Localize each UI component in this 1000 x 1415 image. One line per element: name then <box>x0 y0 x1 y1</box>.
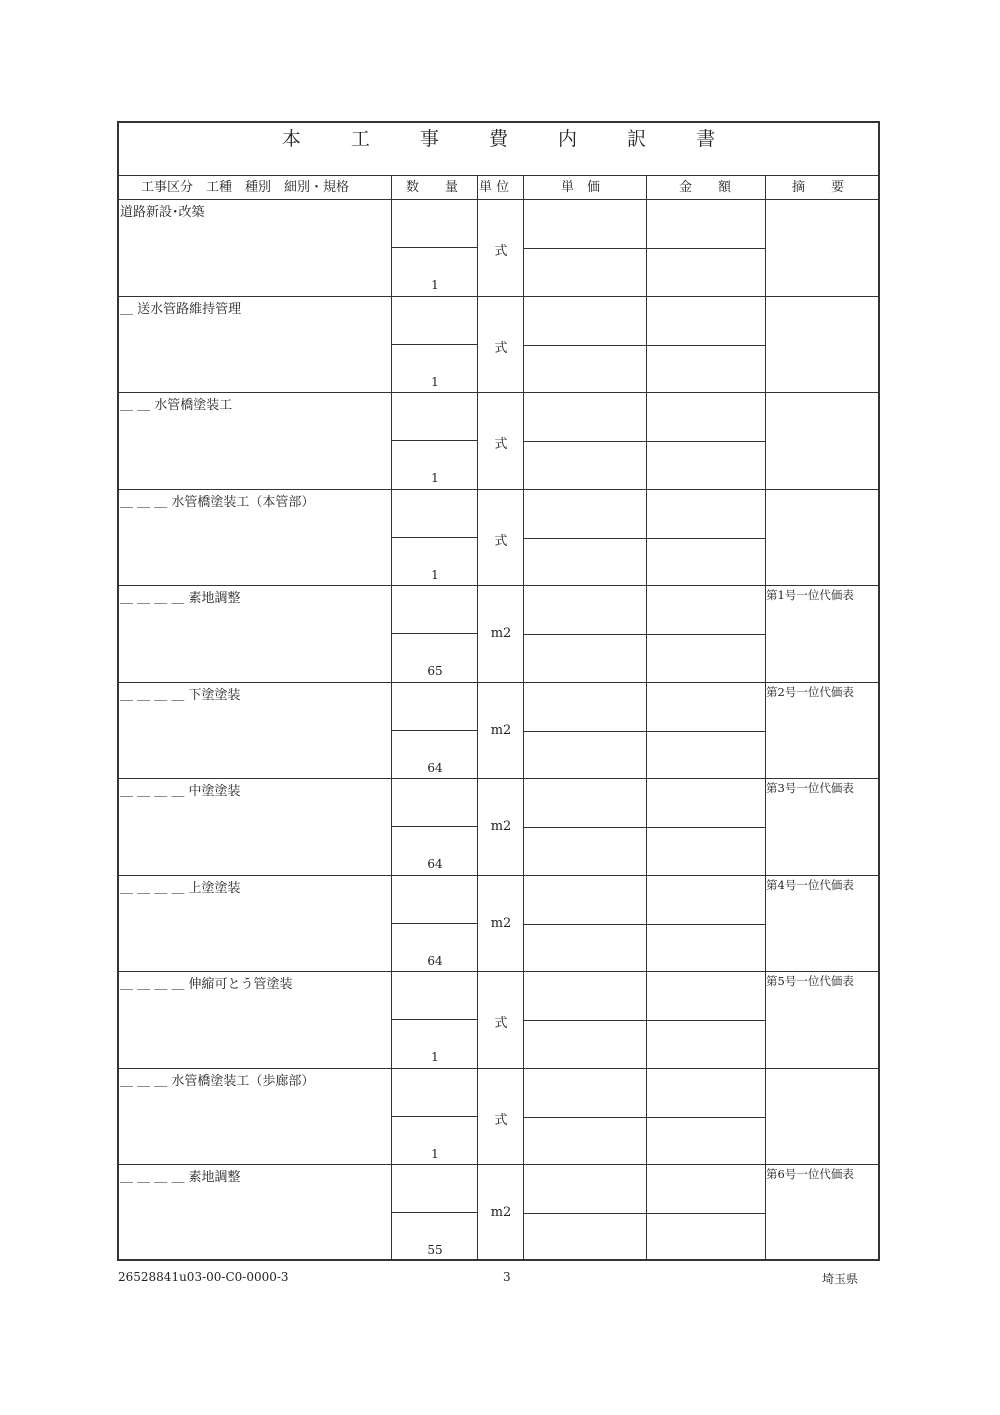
header-unit-price: 単 価 <box>561 180 601 195</box>
item-unit: m2 <box>490 915 512 931</box>
price-amount-divider <box>524 634 766 635</box>
item-unit: m2 <box>490 819 512 834</box>
table-row <box>119 1165 878 1262</box>
table-row <box>119 200 878 297</box>
quantity-cell-divider <box>392 1165 478 1213</box>
item-quantity: 1 <box>431 278 439 292</box>
price-amount-divider <box>524 1020 766 1021</box>
prefecture-name: 埼玉県 <box>822 1272 859 1286</box>
item-quantity: 1 <box>431 1050 439 1064</box>
table-row <box>119 1069 878 1166</box>
item-unit: 式 <box>494 244 508 259</box>
cost-breakdown-sheet <box>117 121 880 1261</box>
item-unit: 式 <box>494 340 508 356</box>
price-amount-divider <box>524 345 766 346</box>
item-quantity: 1 <box>431 1146 439 1161</box>
table-row <box>119 972 878 1069</box>
quantity-cell-divider <box>392 586 478 634</box>
quantity-cell-divider <box>392 876 478 924</box>
header-quantity: 数 量 <box>406 180 459 195</box>
item-quantity: 1 <box>431 374 439 389</box>
item-quantity: 55 <box>427 1243 443 1257</box>
item-remarks: 第4号一位代価表 <box>766 877 854 892</box>
header-remarks: 摘 要 <box>792 180 845 195</box>
item-unit: 式 <box>494 437 508 452</box>
item-description: ＿ ＿ ＿ ＿ 上塗塗装 <box>120 880 241 896</box>
price-amount-divider <box>524 731 766 732</box>
item-description: ＿ ＿ 水管橋塗装工 <box>120 398 233 413</box>
header-amount: 金 額 <box>679 180 732 195</box>
item-unit: 式 <box>494 1112 508 1128</box>
item-quantity: 1 <box>431 567 439 582</box>
price-amount-divider <box>524 538 766 539</box>
item-description: ＿ ＿ ＿ ＿ 素地調整 <box>120 1170 241 1185</box>
quantity-cell-divider <box>392 1069 478 1117</box>
table-row <box>119 779 878 876</box>
price-amount-divider <box>524 1213 766 1214</box>
item-description: ＿ ＿ ＿ ＿ 下塗塗装 <box>120 687 241 703</box>
item-description: ＿ ＿ ＿ ＿ 伸縮可とう管塗装 <box>120 977 293 992</box>
quantity-cell-divider <box>392 297 478 345</box>
header-unit: 単 位 <box>479 180 510 195</box>
item-remarks: 第1号一位代価表 <box>766 588 854 602</box>
item-description: ＿ 送水管路維持管理 <box>120 301 242 317</box>
item-remarks: 第6号一位代価表 <box>766 1167 854 1181</box>
item-quantity: 64 <box>427 953 443 968</box>
quantity-cell-divider <box>392 490 478 538</box>
item-description: ＿ ＿ ＿ ＿ 素地調整 <box>120 591 241 606</box>
item-unit: 式 <box>494 1016 508 1031</box>
item-unit: 式 <box>494 533 508 549</box>
item-description: ＿ ＿ ＿ ＿ 中塗塗装 <box>120 784 241 799</box>
price-amount-divider <box>524 924 766 925</box>
item-quantity: 64 <box>427 760 443 775</box>
item-remarks: 第3号一位代価表 <box>766 781 854 795</box>
item-remarks: 第5号一位代価表 <box>766 974 854 988</box>
table-row <box>119 393 878 490</box>
document-code: 26528841u03-00-C0-0000-3 <box>118 1270 289 1284</box>
quantity-cell-divider <box>392 779 478 827</box>
price-amount-divider <box>524 248 766 249</box>
item-quantity: 1 <box>431 471 439 485</box>
item-description: ＿ ＿ ＿ 水管橋塗装工（歩廊部） <box>120 1073 315 1089</box>
price-amount-divider <box>524 441 766 442</box>
item-unit: m2 <box>490 722 512 738</box>
item-description: ＿ ＿ ＿ 水管橋塗装工（本管部） <box>120 494 315 510</box>
item-remarks: 第2号一位代価表 <box>766 684 854 699</box>
table-row <box>119 297 878 394</box>
price-amount-divider <box>524 827 766 828</box>
table-row <box>119 490 878 587</box>
item-unit: m2 <box>490 1205 512 1220</box>
item-quantity: 64 <box>427 857 443 871</box>
header-item: 工事区分 工種 種別 細別・規格 <box>141 180 350 195</box>
item-quantity: 65 <box>427 664 443 678</box>
document-title: 本 工 事 費 内 訳 書 <box>281 128 738 150</box>
table-row <box>119 586 878 683</box>
quantity-cell-divider <box>392 393 478 441</box>
quantity-cell-divider <box>392 683 478 731</box>
item-unit: m2 <box>490 626 512 641</box>
page-number: 3 <box>503 1270 511 1284</box>
quantity-cell-divider <box>392 200 478 248</box>
item-description: 道路新設･改築 <box>120 205 205 220</box>
quantity-cell-divider <box>392 972 478 1020</box>
table-row <box>119 683 878 780</box>
price-amount-divider <box>524 1117 766 1118</box>
table-row <box>119 876 878 973</box>
